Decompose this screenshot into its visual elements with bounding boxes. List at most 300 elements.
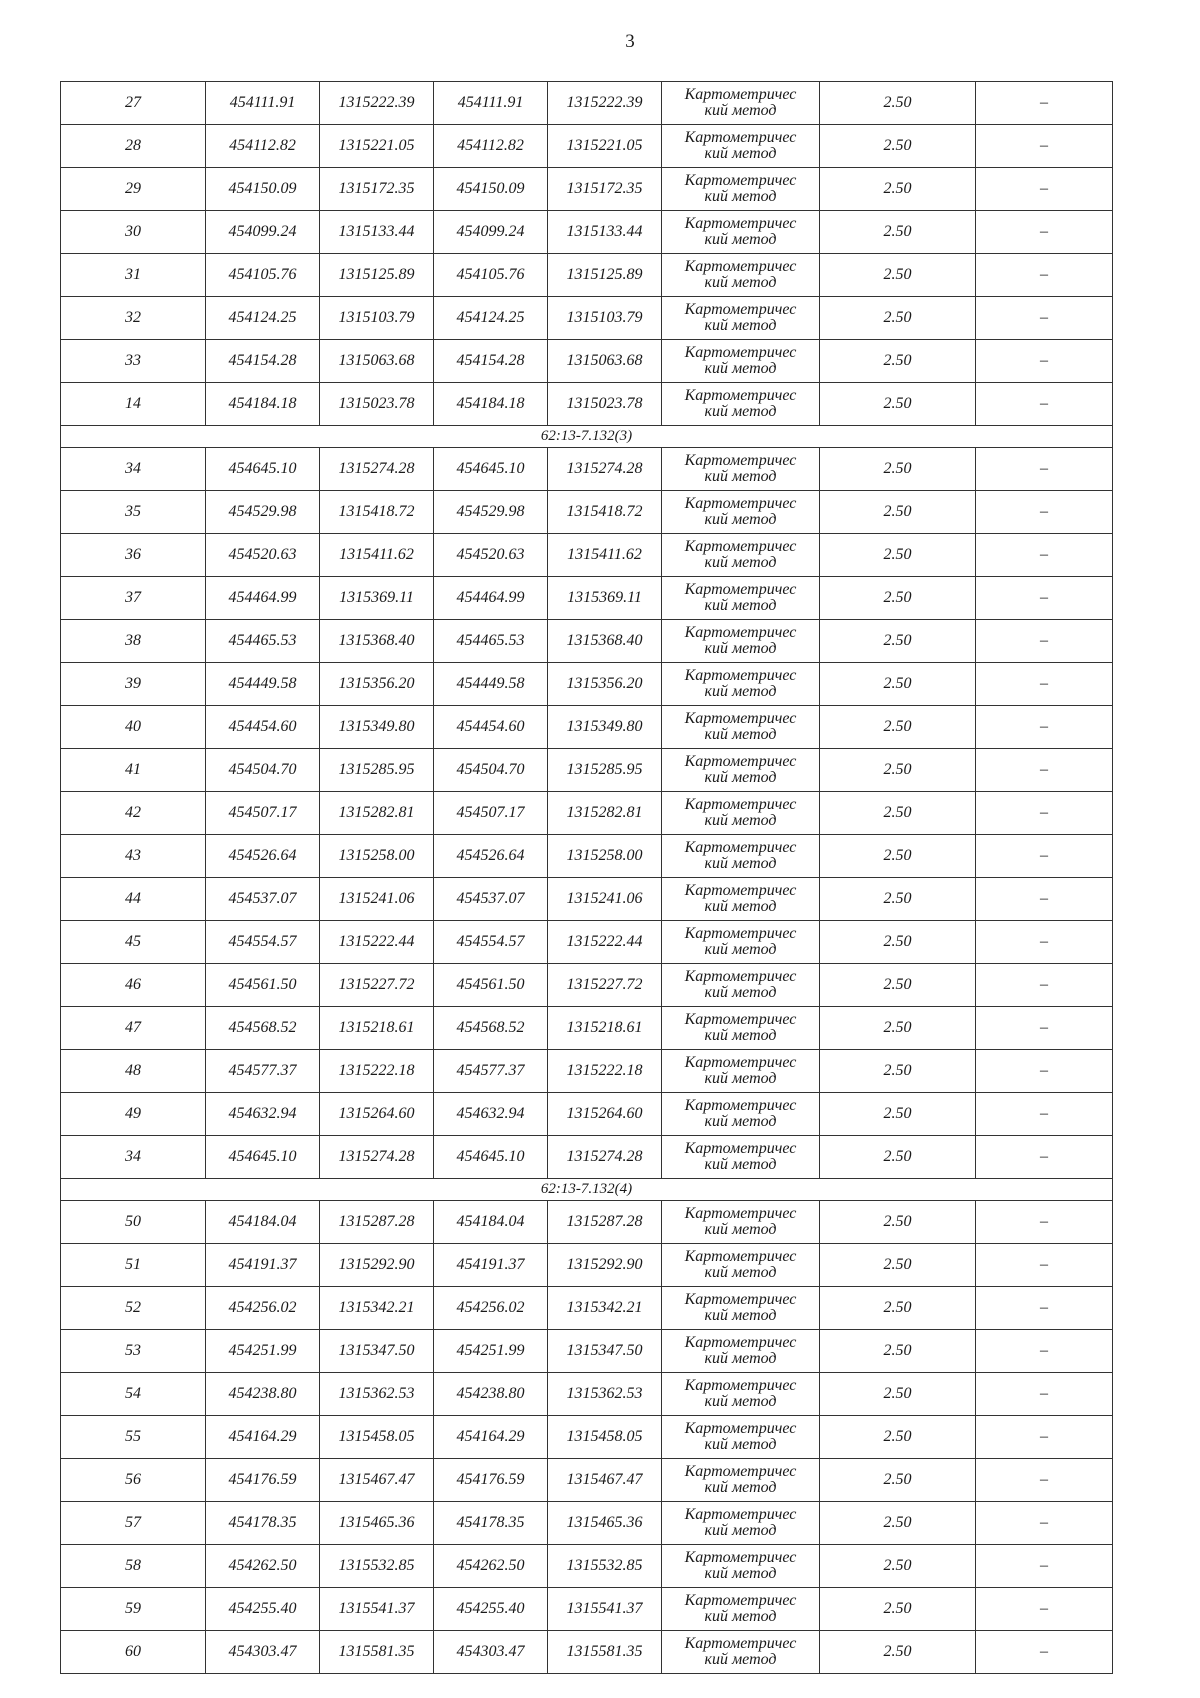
- refined-x-cell: 454577.37: [434, 1050, 548, 1093]
- refined-y-cell: 1315369.11: [548, 577, 662, 620]
- refined-x-cell: 454105.76: [434, 254, 548, 297]
- method-text-line2: кий метод: [704, 145, 777, 162]
- table-row: [61, 1244, 1113, 1287]
- existing-y-cell: 1315342.21: [320, 1287, 434, 1330]
- method-text-line1: Картометричес: [684, 1463, 797, 1480]
- accuracy-cell: 2.50: [820, 1373, 976, 1416]
- table-row: [61, 1459, 1113, 1502]
- point-number-cell: 43: [61, 835, 206, 878]
- refined-y-cell: 1315222.39: [548, 82, 662, 125]
- existing-y-cell: 1315541.37: [320, 1588, 434, 1631]
- table-row: [61, 491, 1113, 534]
- refined-y-cell: 1315292.90: [548, 1244, 662, 1287]
- method-cell: [662, 1287, 820, 1330]
- refined-y-cell: 1315467.47: [548, 1459, 662, 1502]
- accuracy-cell: 2.50: [820, 383, 976, 426]
- accuracy-cell: 2.50: [820, 340, 976, 383]
- point-number-cell: 34: [61, 1136, 206, 1179]
- method-text-line2: кий метод: [704, 812, 777, 829]
- accuracy-cell: 2.50: [820, 1093, 976, 1136]
- method-text-line1: Картометричес: [684, 1334, 797, 1351]
- point-number-cell: 49: [61, 1093, 206, 1136]
- method-text-line1: Картометричес: [684, 1291, 797, 1308]
- existing-x-cell: 454184.04: [206, 1201, 320, 1244]
- method-text-line1: Картометричес: [684, 581, 797, 598]
- point-number-cell: 50: [61, 1201, 206, 1244]
- existing-y-cell: 1315222.39: [320, 82, 434, 125]
- note-cell: –: [976, 1416, 1113, 1459]
- table-row: [61, 1136, 1113, 1179]
- point-number-cell: 54: [61, 1373, 206, 1416]
- refined-x-cell: 454561.50: [434, 964, 548, 1007]
- method-text-line1: Картометричес: [684, 968, 797, 985]
- refined-x-cell: 454150.09: [434, 168, 548, 211]
- note-cell: –: [976, 749, 1113, 792]
- accuracy-cell: 2.50: [820, 964, 976, 1007]
- existing-y-cell: 1315222.44: [320, 921, 434, 964]
- method-text-line1: Картометричес: [684, 925, 797, 942]
- refined-x-cell: 454184.18: [434, 383, 548, 426]
- table-row: [61, 1287, 1113, 1330]
- accuracy-cell: 2.50: [820, 125, 976, 168]
- refined-x-cell: 454124.25: [434, 297, 548, 340]
- point-number-cell: 48: [61, 1050, 206, 1093]
- existing-y-cell: 1315356.20: [320, 663, 434, 706]
- existing-x-cell: 454537.07: [206, 878, 320, 921]
- existing-x-cell: 454150.09: [206, 168, 320, 211]
- refined-x-cell: 454238.80: [434, 1373, 548, 1416]
- point-number-cell: 45: [61, 921, 206, 964]
- method-text-line2: кий метод: [704, 855, 777, 872]
- refined-x-cell: 454256.02: [434, 1287, 548, 1330]
- refined-x-cell: 454464.99: [434, 577, 548, 620]
- section-title: 62:13-7.132(4): [61, 1179, 1113, 1201]
- note-cell: –: [976, 620, 1113, 663]
- method-text-line1: Картометричес: [684, 796, 797, 813]
- table-row: [61, 1373, 1113, 1416]
- existing-x-cell: 454124.25: [206, 297, 320, 340]
- accuracy-cell: 2.50: [820, 577, 976, 620]
- accuracy-cell: 2.50: [820, 663, 976, 706]
- point-number-cell: 56: [61, 1459, 206, 1502]
- refined-x-cell: 454537.07: [434, 878, 548, 921]
- method-cell: [662, 534, 820, 577]
- note-cell: –: [976, 1007, 1113, 1050]
- table-row: [61, 82, 1113, 125]
- refined-x-cell: 454568.52: [434, 1007, 548, 1050]
- table-row: [61, 125, 1113, 168]
- refined-y-cell: 1315349.80: [548, 706, 662, 749]
- note-cell: –: [976, 1459, 1113, 1502]
- refined-y-cell: 1315282.81: [548, 792, 662, 835]
- method-text-line2: кий метод: [704, 1522, 777, 1539]
- method-text-line1: Картометричес: [684, 344, 797, 361]
- method-cell: [662, 1007, 820, 1050]
- method-text-line1: Картометричес: [684, 387, 797, 404]
- point-number-cell: 39: [61, 663, 206, 706]
- note-cell: –: [976, 706, 1113, 749]
- refined-x-cell: 454262.50: [434, 1545, 548, 1588]
- existing-x-cell: 454507.17: [206, 792, 320, 835]
- existing-y-cell: 1315458.05: [320, 1416, 434, 1459]
- method-text-line1: Картометричес: [684, 1635, 797, 1652]
- method-text-line1: Картометричес: [684, 1377, 797, 1394]
- point-number-cell: 53: [61, 1330, 206, 1373]
- method-cell: [662, 1244, 820, 1287]
- accuracy-cell: 2.50: [820, 878, 976, 921]
- existing-x-cell: 454632.94: [206, 1093, 320, 1136]
- existing-y-cell: 1315347.50: [320, 1330, 434, 1373]
- refined-x-cell: 454520.63: [434, 534, 548, 577]
- existing-y-cell: 1315258.00: [320, 835, 434, 878]
- point-number-cell: 37: [61, 577, 206, 620]
- method-cell: [662, 1136, 820, 1179]
- method-text-line1: Картометричес: [684, 1506, 797, 1523]
- note-cell: –: [976, 168, 1113, 211]
- method-cell: [662, 878, 820, 921]
- existing-x-cell: 454645.10: [206, 448, 320, 491]
- note-cell: –: [976, 82, 1113, 125]
- refined-y-cell: 1315218.61: [548, 1007, 662, 1050]
- existing-y-cell: 1315292.90: [320, 1244, 434, 1287]
- method-cell: [662, 1545, 820, 1588]
- method-text-line2: кий метод: [704, 317, 777, 334]
- method-cell: [662, 383, 820, 426]
- existing-y-cell: 1315264.60: [320, 1093, 434, 1136]
- point-number-cell: 30: [61, 211, 206, 254]
- existing-x-cell: 454099.24: [206, 211, 320, 254]
- section-title: 62:13-7.132(3): [61, 426, 1113, 448]
- accuracy-cell: 2.50: [820, 1287, 976, 1330]
- note-cell: –: [976, 340, 1113, 383]
- point-number-cell: 35: [61, 491, 206, 534]
- method-text-line2: кий метод: [704, 984, 777, 1001]
- method-text-line2: кий метод: [704, 1113, 777, 1130]
- accuracy-cell: 2.50: [820, 1201, 976, 1244]
- method-cell: [662, 1373, 820, 1416]
- existing-x-cell: 454164.29: [206, 1416, 320, 1459]
- accuracy-cell: 2.50: [820, 1588, 976, 1631]
- method-cell: [662, 620, 820, 663]
- existing-x-cell: 454178.35: [206, 1502, 320, 1545]
- point-number-cell: 46: [61, 964, 206, 1007]
- accuracy-cell: 2.50: [820, 491, 976, 534]
- refined-y-cell: 1315465.36: [548, 1502, 662, 1545]
- existing-x-cell: 454554.57: [206, 921, 320, 964]
- method-text-line1: Картометричес: [684, 1248, 797, 1265]
- refined-y-cell: 1315063.68: [548, 340, 662, 383]
- refined-x-cell: 454112.82: [434, 125, 548, 168]
- note-cell: –: [976, 211, 1113, 254]
- existing-x-cell: 454577.37: [206, 1050, 320, 1093]
- refined-x-cell: 454526.64: [434, 835, 548, 878]
- accuracy-cell: 2.50: [820, 1416, 976, 1459]
- table-row: [61, 1201, 1113, 1244]
- method-text-line1: Картометричес: [684, 624, 797, 641]
- method-text-line1: Картометричес: [684, 258, 797, 275]
- method-text-line1: Картометричес: [684, 882, 797, 899]
- accuracy-cell: 2.50: [820, 297, 976, 340]
- method-text-line2: кий метод: [704, 231, 777, 248]
- method-text-line1: Картометричес: [684, 667, 797, 684]
- point-number-cell: 34: [61, 448, 206, 491]
- note-cell: –: [976, 383, 1113, 426]
- note-cell: –: [976, 1136, 1113, 1179]
- existing-x-cell: 454176.59: [206, 1459, 320, 1502]
- refined-y-cell: 1315342.21: [548, 1287, 662, 1330]
- method-text-line2: кий метод: [704, 274, 777, 291]
- existing-y-cell: 1315023.78: [320, 383, 434, 426]
- refined-y-cell: 1315221.05: [548, 125, 662, 168]
- existing-x-cell: 454504.70: [206, 749, 320, 792]
- existing-y-cell: 1315063.68: [320, 340, 434, 383]
- note-cell: –: [976, 964, 1113, 1007]
- accuracy-cell: 2.50: [820, 1330, 976, 1373]
- point-number-cell: 28: [61, 125, 206, 168]
- note-cell: –: [976, 835, 1113, 878]
- existing-y-cell: 1315368.40: [320, 620, 434, 663]
- method-text-line2: кий метод: [704, 683, 777, 700]
- method-text-line1: Картометричес: [684, 1549, 797, 1566]
- method-text-line2: кий метод: [704, 102, 777, 119]
- note-cell: –: [976, 534, 1113, 577]
- method-text-line1: Картометричес: [684, 1592, 797, 1609]
- existing-x-cell: 454105.76: [206, 254, 320, 297]
- refined-y-cell: 1315418.72: [548, 491, 662, 534]
- table-row: [61, 620, 1113, 663]
- existing-x-cell: 454520.63: [206, 534, 320, 577]
- existing-x-cell: 454112.82: [206, 125, 320, 168]
- existing-x-cell: 454464.99: [206, 577, 320, 620]
- existing-x-cell: 454262.50: [206, 1545, 320, 1588]
- method-text-line2: кий метод: [704, 1070, 777, 1087]
- existing-y-cell: 1315172.35: [320, 168, 434, 211]
- existing-x-cell: 454111.91: [206, 82, 320, 125]
- refined-x-cell: 454507.17: [434, 792, 548, 835]
- method-text-line1: Картометричес: [684, 538, 797, 555]
- refined-y-cell: 1315411.62: [548, 534, 662, 577]
- refined-y-cell: 1315356.20: [548, 663, 662, 706]
- table-row: [61, 878, 1113, 921]
- table-row: [61, 921, 1113, 964]
- existing-y-cell: 1315133.44: [320, 211, 434, 254]
- method-text-line1: Картометричес: [684, 710, 797, 727]
- note-cell: –: [976, 577, 1113, 620]
- method-text-line2: кий метод: [704, 403, 777, 420]
- method-text-line2: кий метод: [704, 511, 777, 528]
- refined-x-cell: 454154.28: [434, 340, 548, 383]
- existing-x-cell: 454184.18: [206, 383, 320, 426]
- table-body: [61, 82, 1113, 1674]
- table-row: [61, 534, 1113, 577]
- method-text-line1: Картометричес: [684, 86, 797, 103]
- point-number-cell: 14: [61, 383, 206, 426]
- point-number-cell: 55: [61, 1416, 206, 1459]
- refined-y-cell: 1315258.00: [548, 835, 662, 878]
- table-row: [61, 168, 1113, 211]
- existing-x-cell: 454238.80: [206, 1373, 320, 1416]
- method-text-line1: Картометричес: [684, 1054, 797, 1071]
- existing-x-cell: 454191.37: [206, 1244, 320, 1287]
- point-number-cell: 29: [61, 168, 206, 211]
- accuracy-cell: 2.50: [820, 254, 976, 297]
- method-cell: [662, 663, 820, 706]
- method-cell: [662, 835, 820, 878]
- accuracy-cell: 2.50: [820, 211, 976, 254]
- accuracy-cell: 2.50: [820, 82, 976, 125]
- existing-y-cell: 1315467.47: [320, 1459, 434, 1502]
- refined-y-cell: 1315241.06: [548, 878, 662, 921]
- refined-y-cell: 1315103.79: [548, 297, 662, 340]
- point-number-cell: 31: [61, 254, 206, 297]
- existing-x-cell: 454645.10: [206, 1136, 320, 1179]
- method-text-line2: кий метод: [704, 188, 777, 205]
- point-number-cell: 60: [61, 1631, 206, 1674]
- table-row: [61, 1502, 1113, 1545]
- refined-x-cell: 454184.04: [434, 1201, 548, 1244]
- refined-x-cell: 454176.59: [434, 1459, 548, 1502]
- refined-y-cell: 1315362.53: [548, 1373, 662, 1416]
- existing-y-cell: 1315241.06: [320, 878, 434, 921]
- refined-x-cell: 454632.94: [434, 1093, 548, 1136]
- refined-y-cell: 1315222.44: [548, 921, 662, 964]
- table-row: [61, 1093, 1113, 1136]
- point-number-cell: 36: [61, 534, 206, 577]
- table-row: [61, 1588, 1113, 1631]
- method-cell: [662, 297, 820, 340]
- existing-y-cell: 1315418.72: [320, 491, 434, 534]
- method-text-line2: кий метод: [704, 1479, 777, 1496]
- existing-y-cell: 1315227.72: [320, 964, 434, 1007]
- table-row: [61, 792, 1113, 835]
- method-cell: [662, 340, 820, 383]
- refined-x-cell: 454111.91: [434, 82, 548, 125]
- method-cell: [662, 211, 820, 254]
- existing-y-cell: 1315222.18: [320, 1050, 434, 1093]
- existing-y-cell: 1315221.05: [320, 125, 434, 168]
- accuracy-cell: 2.50: [820, 448, 976, 491]
- point-number-cell: 42: [61, 792, 206, 835]
- method-cell: [662, 792, 820, 835]
- method-text-line2: кий метод: [704, 554, 777, 571]
- accuracy-cell: 2.50: [820, 706, 976, 749]
- table-row: [61, 1416, 1113, 1459]
- refined-y-cell: 1315227.72: [548, 964, 662, 1007]
- method-text-line2: кий метод: [704, 1221, 777, 1238]
- refined-y-cell: 1315581.35: [548, 1631, 662, 1674]
- refined-x-cell: 454645.10: [434, 1136, 548, 1179]
- method-text-line2: кий метод: [704, 1156, 777, 1173]
- refined-x-cell: 454303.47: [434, 1631, 548, 1674]
- accuracy-cell: 2.50: [820, 1007, 976, 1050]
- accuracy-cell: 2.50: [820, 534, 976, 577]
- table-row: [61, 448, 1113, 491]
- note-cell: –: [976, 1244, 1113, 1287]
- existing-y-cell: 1315282.81: [320, 792, 434, 835]
- refined-x-cell: 454645.10: [434, 448, 548, 491]
- note-cell: –: [976, 1287, 1113, 1330]
- existing-x-cell: 454449.58: [206, 663, 320, 706]
- method-text-line1: Картометричес: [684, 301, 797, 318]
- existing-x-cell: 454251.99: [206, 1330, 320, 1373]
- existing-y-cell: 1315532.85: [320, 1545, 434, 1588]
- existing-y-cell: 1315349.80: [320, 706, 434, 749]
- refined-y-cell: 1315133.44: [548, 211, 662, 254]
- note-cell: –: [976, 1502, 1113, 1545]
- note-cell: –: [976, 1588, 1113, 1631]
- method-text-line2: кий метод: [704, 360, 777, 377]
- method-text-line2: кий метод: [704, 597, 777, 614]
- note-cell: –: [976, 125, 1113, 168]
- point-number-cell: 52: [61, 1287, 206, 1330]
- note-cell: –: [976, 663, 1113, 706]
- method-text-line2: кий метод: [704, 1651, 777, 1668]
- existing-y-cell: 1315103.79: [320, 297, 434, 340]
- refined-x-cell: 454529.98: [434, 491, 548, 534]
- accuracy-cell: 2.50: [820, 1545, 976, 1588]
- point-number-cell: 27: [61, 82, 206, 125]
- method-cell: [662, 1459, 820, 1502]
- point-number-cell: 38: [61, 620, 206, 663]
- note-cell: –: [976, 1050, 1113, 1093]
- existing-x-cell: 454154.28: [206, 340, 320, 383]
- refined-y-cell: 1315172.35: [548, 168, 662, 211]
- method-text-line2: кий метод: [704, 1436, 777, 1453]
- refined-y-cell: 1315274.28: [548, 448, 662, 491]
- accuracy-cell: 2.50: [820, 1631, 976, 1674]
- method-text-line2: кий метод: [704, 1307, 777, 1324]
- note-cell: –: [976, 448, 1113, 491]
- refined-x-cell: 454465.53: [434, 620, 548, 663]
- method-cell: [662, 1588, 820, 1631]
- method-text-line1: Картометричес: [684, 753, 797, 770]
- method-text-line2: кий метод: [704, 941, 777, 958]
- table-row: [61, 577, 1113, 620]
- note-cell: –: [976, 921, 1113, 964]
- method-cell: [662, 921, 820, 964]
- method-text-line1: Картометричес: [684, 1011, 797, 1028]
- refined-x-cell: 454554.57: [434, 921, 548, 964]
- existing-y-cell: 1315274.28: [320, 448, 434, 491]
- accuracy-cell: 2.50: [820, 792, 976, 835]
- method-text-line2: кий метод: [704, 640, 777, 657]
- existing-y-cell: 1315274.28: [320, 1136, 434, 1179]
- method-text-line1: Картометричес: [684, 1097, 797, 1114]
- method-text-line1: Картометричес: [684, 129, 797, 146]
- note-cell: –: [976, 1330, 1113, 1373]
- accuracy-cell: 2.50: [820, 1502, 976, 1545]
- existing-x-cell: 454526.64: [206, 835, 320, 878]
- accuracy-cell: 2.50: [820, 168, 976, 211]
- method-text-line1: Картометричес: [684, 172, 797, 189]
- refined-x-cell: 454449.58: [434, 663, 548, 706]
- method-text-line2: кий метод: [704, 468, 777, 485]
- table-row: [61, 749, 1113, 792]
- note-cell: –: [976, 1631, 1113, 1674]
- existing-y-cell: 1315362.53: [320, 1373, 434, 1416]
- point-number-cell: 33: [61, 340, 206, 383]
- accuracy-cell: 2.50: [820, 749, 976, 792]
- note-cell: –: [976, 1373, 1113, 1416]
- accuracy-cell: 2.50: [820, 1459, 976, 1502]
- table-row: [61, 1330, 1113, 1373]
- method-cell: [662, 1330, 820, 1373]
- method-cell: [662, 125, 820, 168]
- note-cell: –: [976, 1545, 1113, 1588]
- refined-y-cell: 1315368.40: [548, 620, 662, 663]
- refined-y-cell: 1315285.95: [548, 749, 662, 792]
- refined-y-cell: 1315274.28: [548, 1136, 662, 1179]
